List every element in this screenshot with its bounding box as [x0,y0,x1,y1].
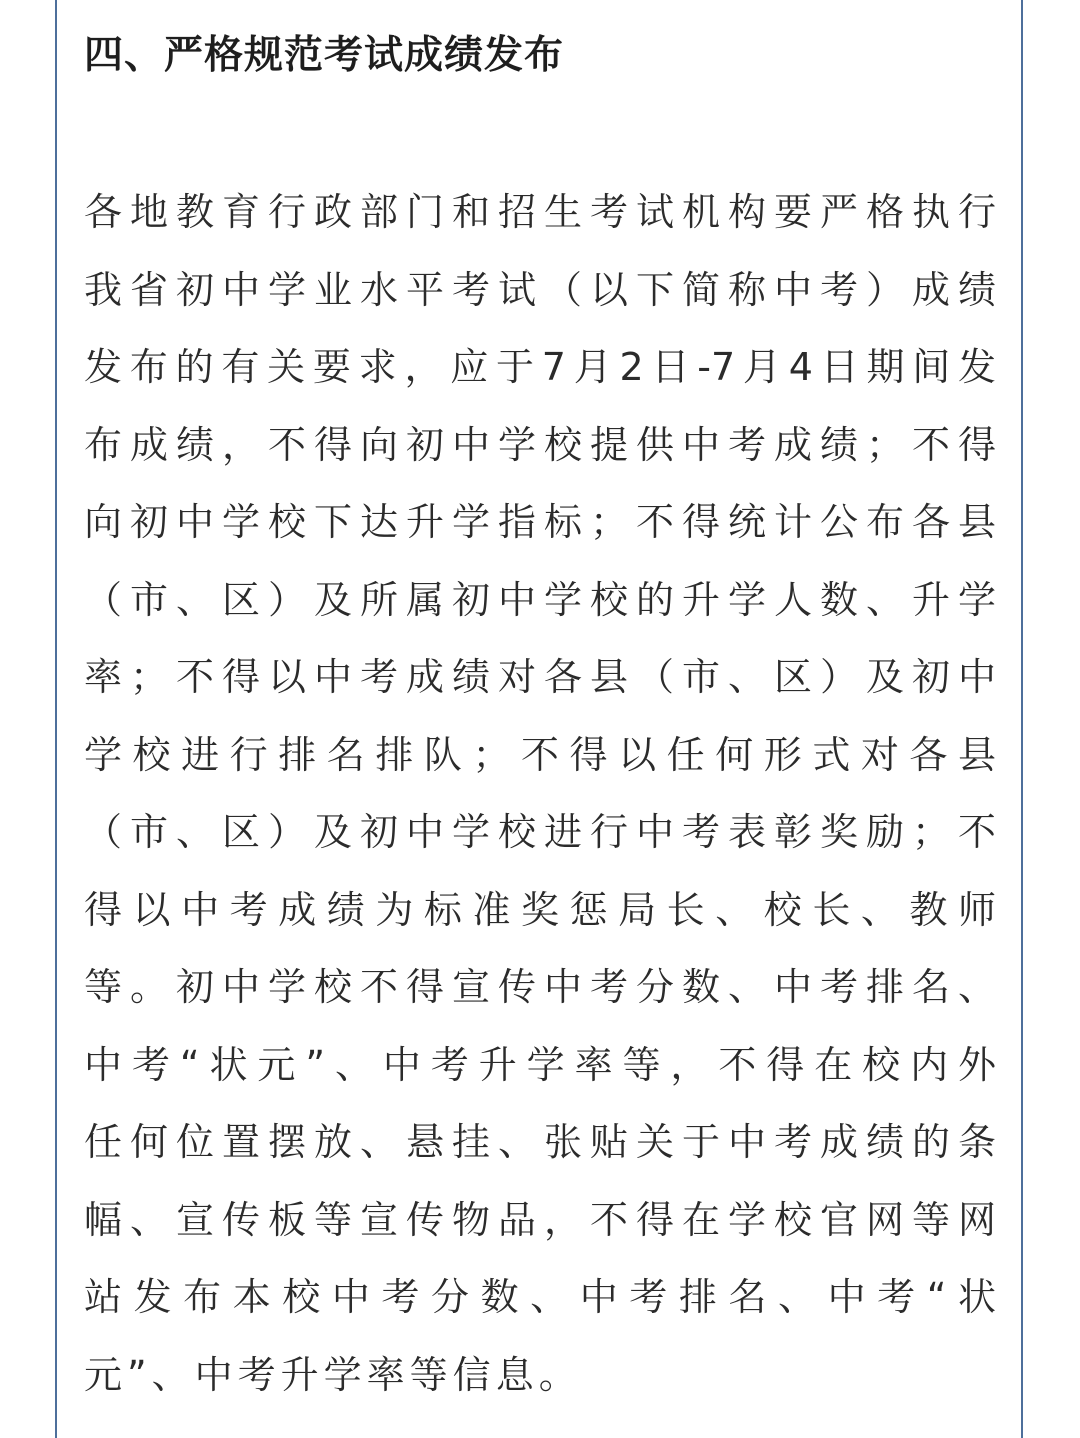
paragraph-line: 向初中学校下达升学指标；不得统计公布各县 [84,500,996,544]
paragraph-line: 站发布本校中考分数、中考排名、中考“状 [84,1275,996,1319]
paragraph-line: 等。初中学校不得宣传中考分数、中考排名、 [84,965,996,1009]
paragraph-line: 任何位置摆放、悬挂、张贴关于中考成绩的条 [84,1120,996,1164]
paragraph-line: 学校进行排名排队；不得以任何形式对各县 [84,732,996,777]
paragraph-line: （市、区）及初中学校进行中考表彰奖励；不 [84,810,996,854]
body-paragraph [84,174,996,1414]
paragraph-line: 发布的有关要求，应于7月2日-7月4日期间发 [84,345,996,389]
paragraph-line: 率；不得以中考成绩对各县（市、区）及初中 [84,655,996,699]
paragraph-line: 布成绩，不得向初中学校提供中考成绩；不得 [84,422,996,467]
paragraph-line: 我省初中学业水平考试（以下简称中考）成绩 [84,267,996,312]
section-title: 四、严格规范考试成绩发布 [84,33,565,78]
paragraph-line: 幅、宣传板等宣传物品，不得在学校官网等网 [84,1197,996,1242]
paragraph-line: 元”、中考升学率等信息。 [84,1352,582,1397]
paragraph-line: 中考“状元”、中考升学率等，不得在校内外 [84,1042,996,1087]
paragraph-line: 各地教育行政部门和招生考试机构要严格执行 [84,190,996,234]
paragraph-line: （市、区）及所属初中学校的升学人数、升学 [84,577,996,622]
paragraph-line: 得以中考成绩为标准奖惩局长、校长、教师 [84,887,996,932]
